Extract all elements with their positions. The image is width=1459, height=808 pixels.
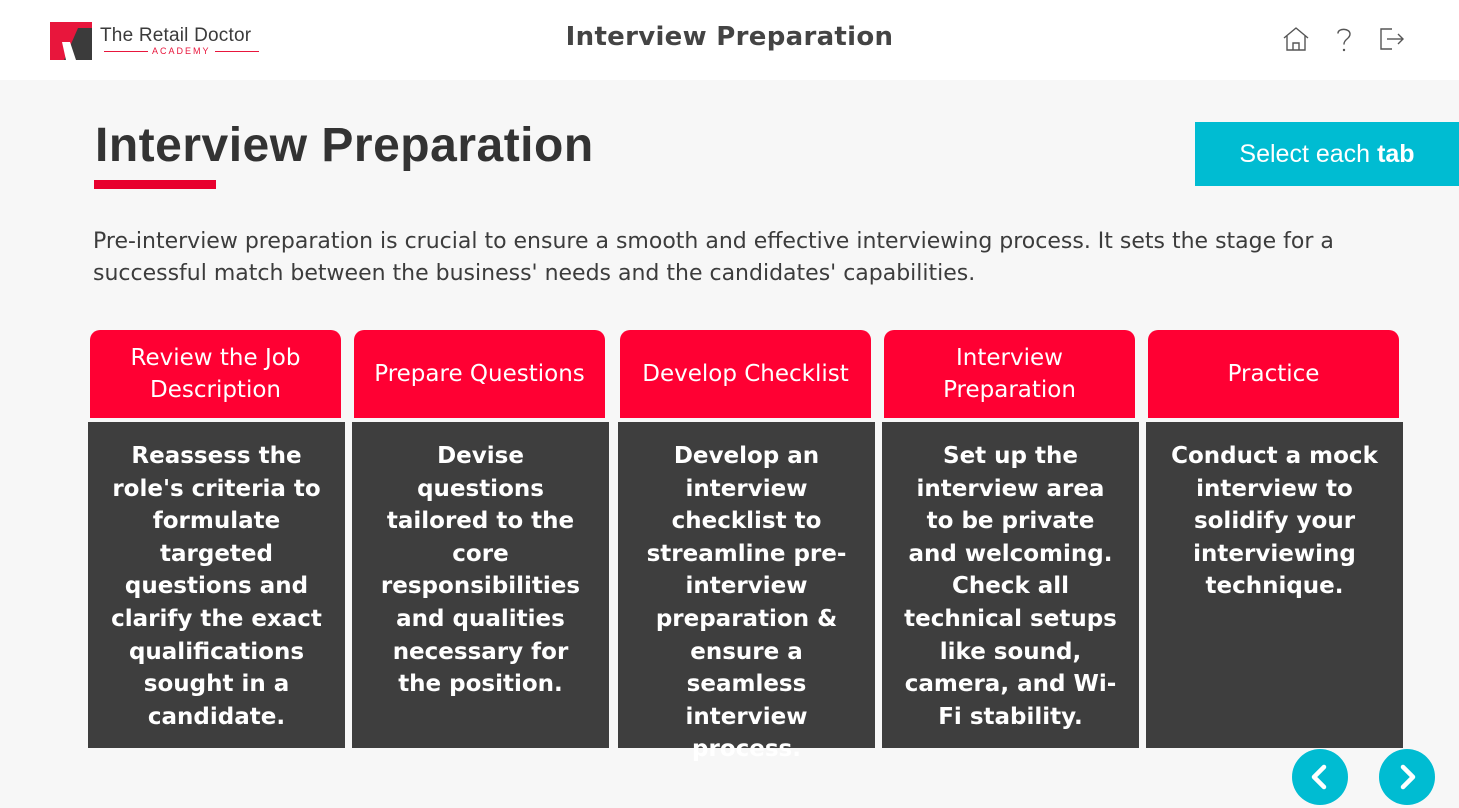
tab-prepare-questions[interactable]: Prepare Questions xyxy=(354,330,605,418)
tab-column-develop-checklist xyxy=(618,330,875,763)
tab-review-job-description[interactable]: Review the Job Description xyxy=(90,330,341,418)
tab-column-prepare-questions xyxy=(352,330,609,748)
page-title: Interview Preparation xyxy=(95,119,594,172)
select-tab-prefix: Select each xyxy=(1239,139,1371,168)
tab-column-practice xyxy=(1146,330,1403,748)
select-tab-hint xyxy=(1195,122,1459,186)
next-button[interactable] xyxy=(1379,749,1435,805)
tab-panel-review-job-description: Reassess the role's criteria to formulate targeted questions and clarify the exact qualifications sought in a candidate. xyxy=(88,422,345,748)
chevron-left-icon xyxy=(1308,763,1332,791)
tab-panel-develop-checklist: Develop an interview checklist to streamline pre-interview preparation & ensure a seamless interview process. xyxy=(618,422,875,748)
tab-panel-practice: Conduct a mock interview to solidify your interviewing technique. xyxy=(1146,422,1403,748)
tab-panel-interview-preparation: Set up the interview area to be private and welcoming. Check all technical setups like sound, camera, and Wi-Fi stability. xyxy=(882,422,1139,748)
exit-icon xyxy=(1378,26,1406,52)
tab-develop-checklist[interactable]: Develop Checklist xyxy=(620,330,871,418)
tab-practice[interactable]: Practice xyxy=(1148,330,1399,418)
top-bar xyxy=(0,0,1459,80)
intro-text: Pre-interview preparation is crucial to ensure a smooth and effective interviewing process. It sets the stage for a successful match between the business' needs and the candidates' capabilities. xyxy=(93,229,1334,286)
top-bar-title: Interview Preparation xyxy=(565,22,894,52)
tab-interview-preparation[interactable]: Interview Preparation xyxy=(884,330,1135,418)
help-icon xyxy=(1334,25,1354,53)
exit-button[interactable] xyxy=(1377,24,1407,54)
chevron-right-icon xyxy=(1395,763,1419,791)
tab-panel-prepare-questions: Devise questions tailored to the core responsibilities and qualities necessary for the position. xyxy=(352,422,609,748)
title-underline xyxy=(94,180,216,189)
home-button[interactable] xyxy=(1281,24,1311,54)
tab-group xyxy=(88,330,1404,763)
logo-sub-text: ACADEMY xyxy=(152,46,211,56)
select-tab-bold: tab xyxy=(1377,139,1415,168)
logo-name: The Retail Doctor xyxy=(100,25,252,46)
previous-button[interactable] xyxy=(1292,749,1348,805)
home-icon xyxy=(1281,25,1311,53)
tab-column-review-job-description xyxy=(88,330,345,748)
help-button[interactable] xyxy=(1329,24,1359,54)
top-icons xyxy=(1281,24,1407,54)
tab-column-interview-preparation xyxy=(882,330,1139,748)
